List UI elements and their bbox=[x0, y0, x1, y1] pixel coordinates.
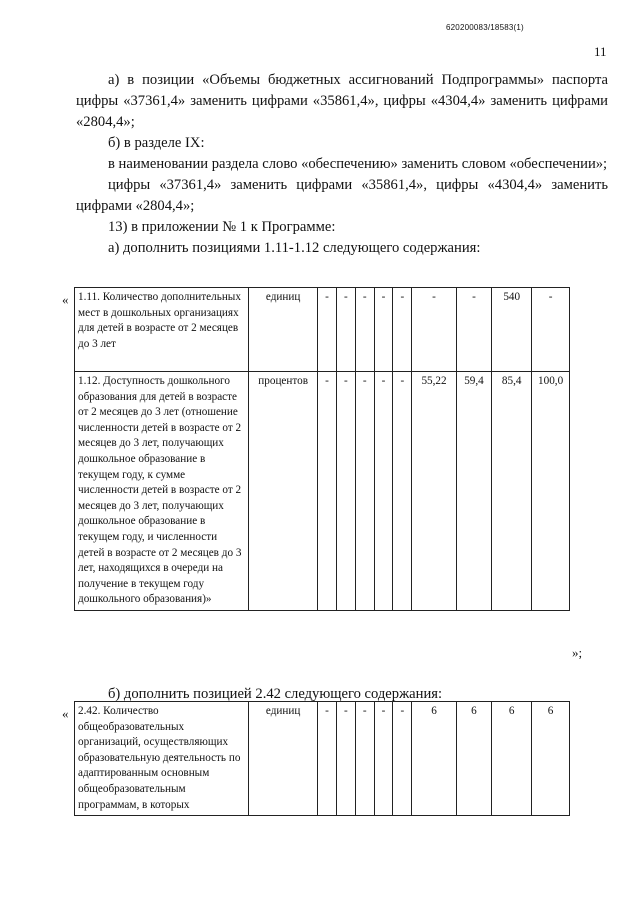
table-row bbox=[75, 372, 570, 611]
paragraph-appendix: 13) в приложении № 1 к Программе: bbox=[108, 219, 336, 235]
value-cell: 59,4 bbox=[456, 372, 492, 611]
table2-open-quote: « bbox=[62, 706, 69, 721]
value-cell: - bbox=[532, 288, 570, 372]
value-cell: - bbox=[456, 288, 492, 372]
value-cell: - bbox=[336, 702, 355, 816]
value-cell: - bbox=[355, 702, 374, 816]
value-cell: - bbox=[336, 288, 355, 372]
value-cell: 6 bbox=[532, 702, 570, 816]
unit-cell: процентов bbox=[249, 372, 318, 611]
value-cell: 100,0 bbox=[532, 372, 570, 611]
value-cell: 55,22 bbox=[412, 372, 456, 611]
value-cell: 540 bbox=[492, 288, 532, 372]
document-code: 620200083/18583(1) bbox=[446, 23, 524, 32]
table-row bbox=[75, 288, 570, 372]
value-cell: - bbox=[393, 702, 412, 816]
value-cell: - bbox=[318, 372, 337, 611]
table1-close-quote: »; bbox=[572, 645, 583, 660]
value-cell: - bbox=[336, 372, 355, 611]
page-number: 11 bbox=[594, 44, 607, 59]
value-cell: - bbox=[393, 372, 412, 611]
indicator-name-cell: 1.12. Доступность дошкольного образования для детей в возрасте от 2 месяцев до 3 лет (отношение численности детей в возрасте от 2 месяцев до 3 лет, получающих дошкольное образование в текущем году, к сумме численности детей в возрасте от 2 месяцев до 3 лет, получающих дошкольное образование в текущем году, и численности детей в возрасте от 2 месяцев до 3 лет, находящихся в очереди на получение в текущем году дошкольного образования)» bbox=[75, 372, 249, 611]
value-cell: 6 bbox=[412, 702, 456, 816]
paragraph-add-positions: а) дополнить позициями 1.11-1.12 следующего содержания: bbox=[108, 240, 481, 256]
paragraph-b-section: б) в разделе IX: bbox=[108, 135, 205, 151]
value-cell: - bbox=[393, 288, 412, 372]
value-cell: 6 bbox=[492, 702, 532, 816]
value-cell: - bbox=[355, 372, 374, 611]
paragraph-section-name: в наименовании раздела слово «обеспечению» заменить словом «обеспечении»; bbox=[108, 156, 608, 172]
value-cell: - bbox=[318, 702, 337, 816]
indicator-name-cell: 1.11. Количество дополнительных мест в дошкольных организациях для детей в возрасте от 2 месяцев до 3 лет bbox=[75, 288, 249, 372]
value-cell: - bbox=[374, 288, 393, 372]
value-cell: - bbox=[355, 288, 374, 372]
value-cell: 85,4 bbox=[492, 372, 532, 611]
paragraph-add-position: б) дополнить позицией 2.42 следующего содержания: bbox=[108, 686, 443, 702]
value-cell: - bbox=[412, 288, 456, 372]
indicator-name-cell: 2.42. Количество общеобразовательных организаций, осуществляющих образовательную деятельность по адаптированным основным общеобразовательным программам, в которых bbox=[75, 702, 249, 816]
table-row bbox=[75, 702, 570, 816]
value-cell: 6 bbox=[456, 702, 492, 816]
unit-cell: единиц bbox=[249, 702, 318, 816]
table1-open-quote: « bbox=[62, 292, 69, 307]
unit-cell: единиц bbox=[249, 288, 318, 372]
value-cell: - bbox=[374, 372, 393, 611]
indicators-table-2 bbox=[74, 701, 570, 816]
paragraph-a-passport: а) в позиции «Объемы бюджетных ассигнований Подпрограммы» паспорта цифры «37361,4» заменить цифрами «35861,4», цифры «4304,4» заменить цифрами «2804,4»; bbox=[76, 72, 608, 130]
body-text bbox=[76, 70, 608, 259]
value-cell: - bbox=[374, 702, 393, 816]
paragraph-figures: цифры «37361,4» заменить цифрами «35861,4», цифры «4304,4» заменить цифрами «2804,4»; bbox=[76, 177, 608, 214]
value-cell: - bbox=[318, 288, 337, 372]
indicators-table-1 bbox=[74, 287, 570, 611]
